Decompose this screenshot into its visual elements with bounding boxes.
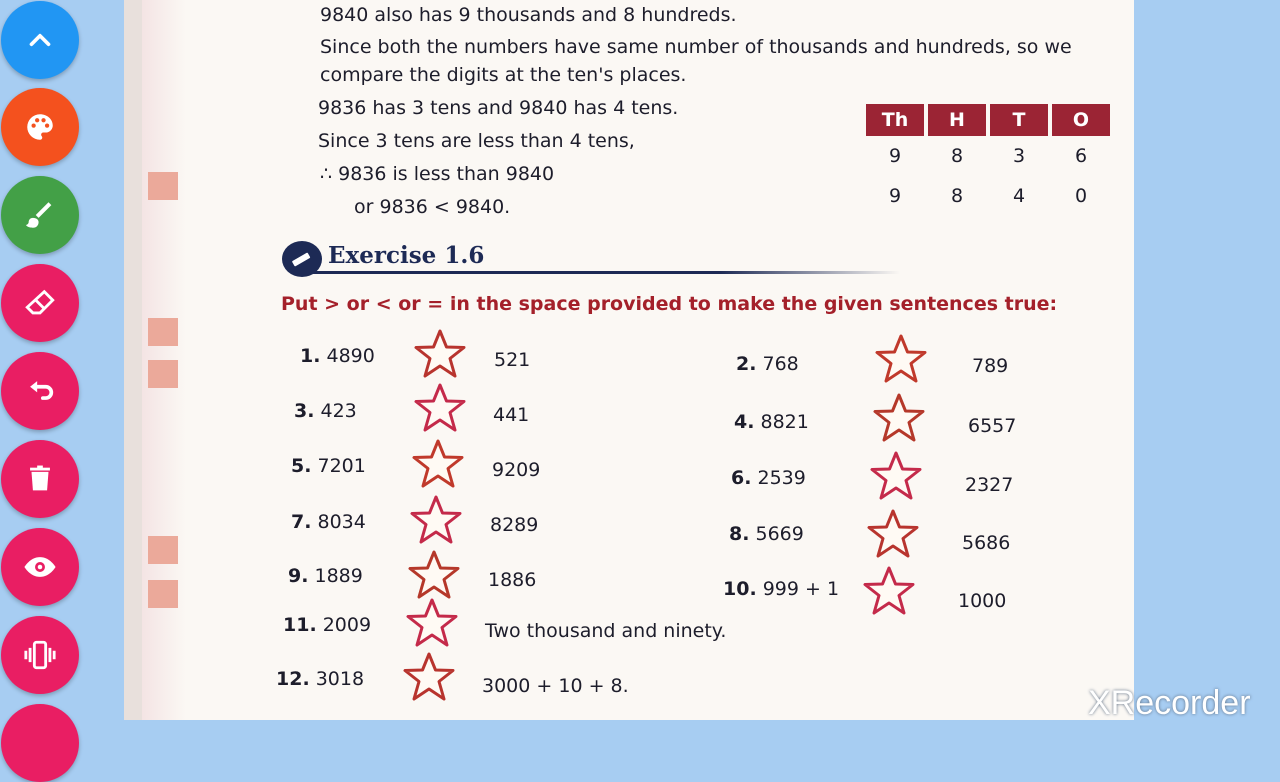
answer-star-icon[interactable] <box>872 333 930 385</box>
question-number: 4. <box>734 411 755 433</box>
question-left <box>734 411 809 433</box>
answer-star-icon[interactable] <box>403 597 461 649</box>
margin-tab <box>148 360 178 388</box>
question-right-value: 789 <box>972 355 1009 377</box>
delete-button[interactable] <box>1 440 79 518</box>
answer-star-icon[interactable] <box>400 651 458 703</box>
question-number: 7. <box>291 511 312 533</box>
exercise-instruction: Put > or < or = in the space provided to make the given sentences true: <box>281 293 1058 315</box>
question-left <box>736 353 799 375</box>
text-line: or 9836 < 9840. <box>354 196 511 218</box>
question-number: 11. <box>283 614 317 636</box>
question-right-value: 8289 <box>490 514 539 536</box>
question-right-value: 2327 <box>965 474 1014 496</box>
table-header: Th <box>866 104 924 136</box>
question-left-value: 2539 <box>757 467 806 489</box>
question-right-value: 1000 <box>958 590 1007 612</box>
table-cell: 8 <box>950 145 964 167</box>
collapse-button[interactable] <box>1 1 79 79</box>
text-line: Since both the numbers have same number of thousands and hundreds, so we <box>320 36 1072 58</box>
question-left-value: 999 + 1 <box>762 578 840 600</box>
table-row <box>866 176 1110 216</box>
question-left <box>288 565 363 587</box>
margin-tab <box>148 536 178 564</box>
question-left <box>729 523 804 545</box>
exercise-underline <box>300 271 900 274</box>
eraser-button[interactable] <box>1 264 79 342</box>
table-cell: 0 <box>1074 185 1088 207</box>
question-right-value: 521 <box>494 349 531 371</box>
question-right-value: 9209 <box>492 459 541 481</box>
undo-icon <box>23 374 57 408</box>
vibrate-button[interactable] <box>1 616 79 694</box>
question-left <box>291 455 366 477</box>
table-cell: 9 <box>888 145 902 167</box>
color-palette-button[interactable] <box>1 88 79 166</box>
question-left-value: 3018 <box>315 668 365 690</box>
question-left-value: 4890 <box>326 345 375 367</box>
answer-star-icon[interactable] <box>870 392 928 444</box>
eye-icon <box>23 550 57 584</box>
answer-star-icon[interactable] <box>409 438 467 490</box>
text-line: compare the digits at the ten's places. <box>320 64 687 86</box>
brush-icon <box>23 198 57 232</box>
question-left-value: 8034 <box>317 511 366 533</box>
chevron-up-icon <box>23 23 57 57</box>
question-left-value: 2009 <box>322 614 372 636</box>
exercise-title: Exercise 1.6 <box>328 242 485 269</box>
question-number: 9. <box>288 565 309 587</box>
question-number: 1. <box>300 345 321 367</box>
margin-tab <box>148 580 178 608</box>
question-left <box>283 614 371 636</box>
brush-button[interactable] <box>1 176 79 254</box>
vibrate-icon <box>23 638 57 672</box>
table-cell: 9 <box>888 185 902 207</box>
table-header: H <box>928 104 986 136</box>
answer-star-icon[interactable] <box>405 549 463 601</box>
table-cell: 3 <box>1012 145 1026 167</box>
table-cell: 4 <box>1012 185 1026 207</box>
margin-tab <box>148 318 178 346</box>
question-number: 6. <box>731 467 752 489</box>
question-left-value: 423 <box>320 400 357 422</box>
question-right-value: 6557 <box>968 415 1017 437</box>
question-right-value: 441 <box>493 404 530 426</box>
table-header: T <box>990 104 1048 136</box>
text-line: ∴ 9836 is less than 9840 <box>320 163 555 185</box>
hide-button[interactable] <box>1 528 79 606</box>
recorder-toolbar <box>0 0 80 720</box>
question-left <box>731 467 806 489</box>
question-left-value: 1889 <box>314 565 363 587</box>
question-number: 10. <box>723 578 757 600</box>
question-right-value: 1886 <box>488 569 537 591</box>
place-value-table <box>862 104 1114 216</box>
question-right-value: 3000 + 10 + 8. <box>482 675 629 697</box>
answer-star-icon[interactable] <box>867 450 925 502</box>
answer-star-icon[interactable] <box>860 565 918 617</box>
answer-star-icon[interactable] <box>407 494 465 546</box>
text-line: 9840 also has 9 thousands and 8 hundreds. <box>320 4 737 26</box>
trash-icon <box>23 462 57 496</box>
question-number: 2. <box>736 353 757 375</box>
undo-button[interactable] <box>1 352 79 430</box>
answer-star-icon[interactable] <box>411 382 469 434</box>
question-left <box>276 668 364 690</box>
table-header: O <box>1052 104 1110 136</box>
question-left-value: 5669 <box>755 523 804 545</box>
table-cell: 6 <box>1074 145 1088 167</box>
margin-tab <box>148 172 178 200</box>
answer-star-icon[interactable] <box>864 508 922 560</box>
question-right-value: 5686 <box>962 532 1011 554</box>
question-number: 8. <box>729 523 750 545</box>
eraser-icon <box>23 286 57 320</box>
question-number: 3. <box>294 400 315 422</box>
question-number: 12. <box>276 668 310 690</box>
recorder-watermark: XRecorder <box>1088 684 1251 722</box>
question-left <box>300 345 375 367</box>
question-left-value: 7201 <box>317 455 366 477</box>
question-right-value: Two thousand and ninety. <box>485 620 727 642</box>
answer-star-icon[interactable] <box>411 328 469 380</box>
question-number: 5. <box>291 455 312 477</box>
question-left <box>291 511 366 533</box>
text-line: Since 3 tens are less than 4 tens, <box>318 130 635 152</box>
question-left <box>723 578 839 600</box>
question-left-value: 768 <box>762 353 799 375</box>
table-cell: 8 <box>950 185 964 207</box>
more-button[interactable] <box>1 704 79 782</box>
question-left <box>294 400 357 422</box>
palette-icon <box>23 110 57 144</box>
question-left-value: 8821 <box>760 411 809 433</box>
page-edge <box>124 0 142 720</box>
text-line: 9836 has 3 tens and 9840 has 4 tens. <box>318 97 679 119</box>
table-row <box>866 136 1110 176</box>
